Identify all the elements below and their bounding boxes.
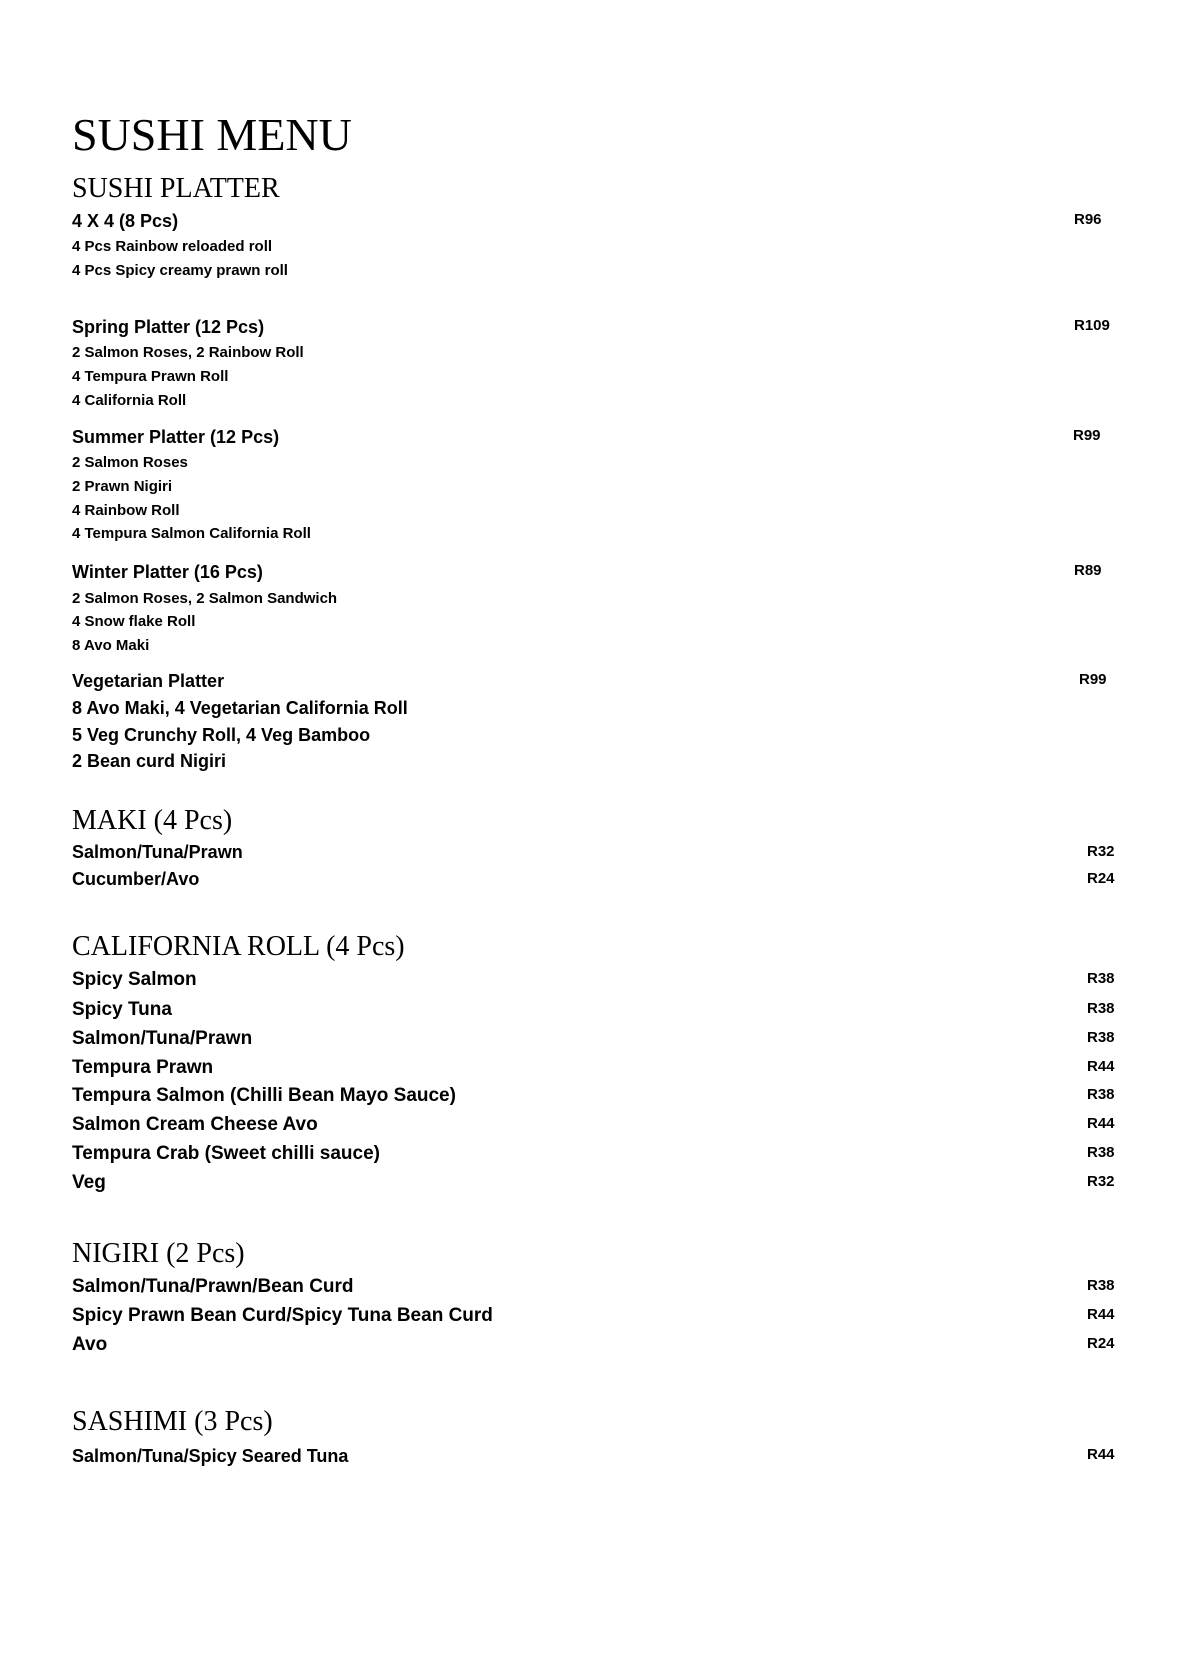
platter-name: Winter Platter (16 Pcs) [72,562,263,582]
menu-item-price: R38 [1087,1277,1115,1294]
section-heading-nigiri: NIGIRI (2 Pcs) [72,1238,245,1269]
menu-item-price: R32 [1087,1173,1115,1190]
platter-detail: 4 Tempura Salmon California Roll [72,525,311,542]
menu-item-name: Salmon/Tuna/Prawn [72,1028,253,1049]
platter-detail: 8 Avo Maki, 4 Vegetarian California Roll [72,698,408,718]
menu-item-name: Spicy Salmon [72,969,197,990]
menu-item-price: R38 [1087,1144,1115,1161]
menu-item-price: R44 [1087,1306,1115,1323]
platter-price: R89 [1074,562,1102,579]
menu-item-name: Salmon Cream Cheese Avo [72,1114,318,1135]
menu-item-name: Avo [72,1334,108,1355]
platter-name: Summer Platter (12 Pcs) [72,427,280,447]
platter-price: R109 [1074,317,1110,334]
platter-detail: 4 Tempura Prawn Roll [72,368,229,385]
platter-price: R99 [1073,427,1101,444]
platter-name: 4 X 4 (8 Pcs) [72,211,179,231]
menu-item-price: R32 [1087,843,1115,860]
platter-detail: 2 Salmon Roses [72,454,188,471]
menu-item-price: R38 [1087,1029,1115,1046]
menu-item-name: Salmon/Tuna/Prawn [72,842,243,862]
menu-item-name: Cucumber/Avo [72,869,200,889]
menu-item-price: R44 [1087,1115,1115,1132]
platter-detail: 2 Salmon Roses, 2 Rainbow Roll [72,344,304,361]
section-heading-sashimi: SASHIMI (3 Pcs) [72,1406,273,1437]
platter-detail: 4 Snow flake Roll [72,613,196,630]
menu-item-price: R38 [1087,1086,1115,1103]
menu-item-name: Spicy Tuna [72,999,172,1020]
menu-item-name: Veg [72,1172,106,1193]
menu-item-name: Tempura Prawn [72,1057,214,1078]
section-heading-platter: SUSHI PLATTER [72,173,280,204]
menu-item-price: R24 [1087,870,1115,887]
menu-item-price: R44 [1087,1058,1115,1075]
platter-detail: 2 Bean curd Nigiri [72,751,227,771]
menu-item-name: Tempura Salmon (Chilli Bean Mayo Sauce) [72,1085,456,1106]
platter-detail: 5 Veg Crunchy Roll, 4 Veg Bamboo [72,725,371,745]
platter-detail: 2 Salmon Roses, 2 Salmon Sandwich [72,590,338,607]
menu-item-name: Salmon/Tuna/Spicy Seared Tuna [72,1446,349,1466]
section-heading-california: CALIFORNIA ROLL (4 Pcs) [72,931,405,962]
platter-price: R96 [1074,211,1102,228]
platter-detail: 4 Pcs Spicy creamy prawn roll [72,262,288,279]
menu-item-price: R38 [1087,1000,1115,1017]
section-heading-maki: MAKI (4 Pcs) [72,805,233,836]
menu-item-price: R44 [1087,1446,1115,1463]
platter-detail: 8 Avo Maki [72,637,150,654]
menu-item-name: Salmon/Tuna/Prawn/Bean Curd [72,1276,354,1297]
platter-detail: 4 Rainbow Roll [72,502,180,519]
platter-detail: 4 Pcs Rainbow reloaded roll [72,238,273,255]
menu-title: SUSHI MENU [72,109,352,160]
platter-name: Spring Platter (12 Pcs) [72,317,265,337]
platter-detail: 4 California Roll [72,392,187,409]
menu-item-price: R24 [1087,1335,1115,1352]
menu-item-price: R38 [1087,970,1115,987]
platter-name: Vegetarian Platter [72,671,225,691]
platter-price: R99 [1079,671,1107,688]
menu-item-name: Tempura Crab (Sweet chilli sauce) [72,1143,380,1164]
platter-detail: 2 Prawn Nigiri [72,478,173,495]
menu-item-name: Spicy Prawn Bean Curd/Spicy Tuna Bean Curd [72,1305,493,1326]
